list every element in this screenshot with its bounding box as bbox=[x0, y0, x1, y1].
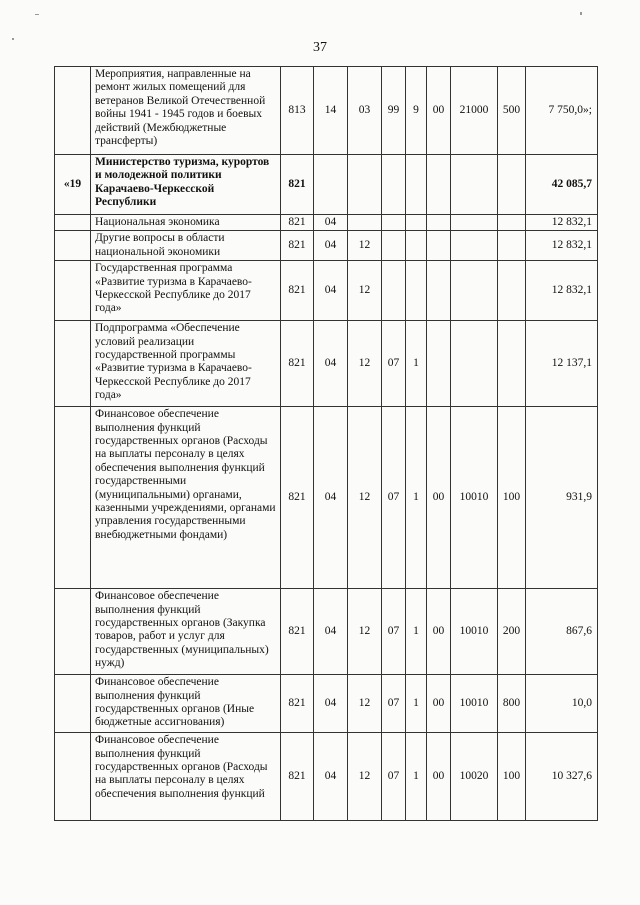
subprogram-code-cell bbox=[406, 261, 427, 321]
section-code-cell bbox=[314, 155, 348, 215]
program-code-cell: 07 bbox=[382, 675, 406, 733]
direction-code-cell bbox=[451, 215, 498, 231]
row-number-cell bbox=[55, 675, 91, 733]
section-code-cell: 04 bbox=[314, 215, 348, 231]
subprogram-code-cell: 1 bbox=[406, 589, 427, 675]
row-number-cell: «19 bbox=[55, 155, 91, 215]
expense-type-cell: 500 bbox=[498, 67, 526, 155]
amount-cell: 7 750,0»; bbox=[526, 67, 598, 155]
section-code-cell: 14 bbox=[314, 67, 348, 155]
activity-code-cell bbox=[427, 215, 451, 231]
program-code-cell: 07 bbox=[382, 407, 406, 589]
subprogram-code-cell: 1 bbox=[406, 733, 427, 821]
expense-type-cell: 100 bbox=[498, 407, 526, 589]
expense-type-cell: 100 bbox=[498, 733, 526, 821]
program-code-cell bbox=[382, 261, 406, 321]
grbs-code-cell: 821 bbox=[281, 231, 314, 261]
direction-code-cell bbox=[451, 321, 498, 407]
item-name-cell: Финансовое обеспечение выполнения функций государственных органов (Закупка товаров, работ и услуг для государственных (муниципальных) нужд) bbox=[91, 589, 281, 675]
grbs-code-cell: 821 bbox=[281, 215, 314, 231]
subprogram-code-cell: 1 bbox=[406, 321, 427, 407]
program-code-cell bbox=[382, 231, 406, 261]
section-code-cell: 04 bbox=[314, 321, 348, 407]
amount-cell: 10 327,6 bbox=[526, 733, 598, 821]
direction-code-cell: 21000 bbox=[451, 67, 498, 155]
subsection-code-cell: 12 bbox=[348, 261, 382, 321]
subsection-code-cell: 12 bbox=[348, 589, 382, 675]
direction-code-cell: 10010 bbox=[451, 675, 498, 733]
table-row bbox=[55, 231, 598, 261]
row-number-cell bbox=[55, 231, 91, 261]
subprogram-code-cell bbox=[406, 215, 427, 231]
item-name-cell: Финансовое обеспечение выполнения функций государственных органов (Расходы на выплаты персоналу в целях обеспечения выполнения функций государственными (муниципальными) органами, казенными учреждениями, органами управления государственными внебюджетными фондами) bbox=[91, 407, 281, 589]
section-code-cell: 04 bbox=[314, 407, 348, 589]
amount-cell: 867,6 bbox=[526, 589, 598, 675]
item-name-cell: Национальная экономика bbox=[91, 215, 281, 231]
item-name-cell: Другие вопросы в области национальной экономики bbox=[91, 231, 281, 261]
table-row bbox=[55, 675, 598, 733]
row-number-cell bbox=[55, 407, 91, 589]
amount-cell: 12 832,1 bbox=[526, 231, 598, 261]
expense-type-cell: 200 bbox=[498, 589, 526, 675]
item-name-cell: Финансовое обеспечение выполнения функций государственных органов (Расходы на выплаты персоналу в целях обеспечения выполнения функций bbox=[91, 733, 281, 821]
item-name-cell: Подпрограмма «Обеспечение условий реализации государственной программы «Развитие туризма в Карачаево-Черкесской Республике до 2017 года» bbox=[91, 321, 281, 407]
row-number-cell bbox=[55, 261, 91, 321]
item-name-cell: Финансовое обеспечение выполнения функций государственных органов (Иные бюджетные ассигнования) bbox=[91, 675, 281, 733]
subprogram-code-cell bbox=[406, 231, 427, 261]
amount-cell: 42 085,7 bbox=[526, 155, 598, 215]
subsection-code-cell: 03 bbox=[348, 67, 382, 155]
activity-code-cell: 00 bbox=[427, 733, 451, 821]
table-row bbox=[55, 67, 598, 155]
expense-type-cell bbox=[498, 155, 526, 215]
item-name-cell: Государственная программа «Развитие туризма в Карачаево-Черкесской Республике до 2017 года» bbox=[91, 261, 281, 321]
subsection-code-cell: 12 bbox=[348, 231, 382, 261]
table-row bbox=[55, 733, 598, 821]
table-row bbox=[55, 215, 598, 231]
program-code-cell: 07 bbox=[382, 589, 406, 675]
activity-code-cell: 00 bbox=[427, 675, 451, 733]
program-code-cell: 07 bbox=[382, 321, 406, 407]
activity-code-cell bbox=[427, 321, 451, 407]
expense-type-cell bbox=[498, 321, 526, 407]
subsection-code-cell: 12 bbox=[348, 733, 382, 821]
subprogram-code-cell: 9 bbox=[406, 67, 427, 155]
subsection-code-cell bbox=[348, 155, 382, 215]
grbs-code-cell: 821 bbox=[281, 733, 314, 821]
subprogram-code-cell bbox=[406, 155, 427, 215]
direction-code-cell: 10020 bbox=[451, 733, 498, 821]
row-number-cell bbox=[55, 215, 91, 231]
scan-speck bbox=[12, 38, 14, 40]
table-row bbox=[55, 407, 598, 589]
expense-type-cell bbox=[498, 231, 526, 261]
program-code-cell: 07 bbox=[382, 733, 406, 821]
program-code-cell bbox=[382, 215, 406, 231]
grbs-code-cell: 821 bbox=[281, 407, 314, 589]
activity-code-cell bbox=[427, 231, 451, 261]
row-number-cell bbox=[55, 67, 91, 155]
scan-speck bbox=[580, 12, 582, 15]
amount-cell: 10,0 bbox=[526, 675, 598, 733]
scan-speck bbox=[35, 14, 39, 15]
direction-code-cell: 10010 bbox=[451, 407, 498, 589]
direction-code-cell bbox=[451, 231, 498, 261]
page-number: 37 bbox=[313, 40, 327, 55]
direction-code-cell bbox=[451, 155, 498, 215]
subsection-code-cell: 12 bbox=[348, 321, 382, 407]
section-code-cell: 04 bbox=[314, 231, 348, 261]
subsection-code-cell: 12 bbox=[348, 675, 382, 733]
amount-cell: 12 137,1 bbox=[526, 321, 598, 407]
section-code-cell: 04 bbox=[314, 733, 348, 821]
direction-code-cell bbox=[451, 261, 498, 321]
grbs-code-cell: 821 bbox=[281, 675, 314, 733]
row-number-cell bbox=[55, 321, 91, 407]
row-number-cell bbox=[55, 589, 91, 675]
subprogram-code-cell: 1 bbox=[406, 675, 427, 733]
activity-code-cell: 00 bbox=[427, 589, 451, 675]
expense-type-cell bbox=[498, 261, 526, 321]
table-row bbox=[55, 155, 598, 215]
amount-cell: 12 832,1 bbox=[526, 215, 598, 231]
section-code-cell: 04 bbox=[314, 589, 348, 675]
expense-type-cell bbox=[498, 215, 526, 231]
program-code-cell bbox=[382, 155, 406, 215]
subsection-code-cell bbox=[348, 215, 382, 231]
section-code-cell: 04 bbox=[314, 675, 348, 733]
subsection-code-cell: 12 bbox=[348, 407, 382, 589]
expense-type-cell: 800 bbox=[498, 675, 526, 733]
activity-code-cell: 00 bbox=[427, 407, 451, 589]
budget-table bbox=[54, 66, 598, 821]
item-name-cell: Мероприятия, направленные на ремонт жилых помещений для ветеранов Великой Отечественной войны 1941 - 1945 годов и боевых действий (Межбюджетные трансферты) bbox=[91, 67, 281, 155]
activity-code-cell: 00 bbox=[427, 67, 451, 155]
grbs-code-cell: 821 bbox=[281, 589, 314, 675]
table-row bbox=[55, 261, 598, 321]
grbs-code-cell: 821 bbox=[281, 155, 314, 215]
amount-cell: 931,9 bbox=[526, 407, 598, 589]
grbs-code-cell: 813 bbox=[281, 67, 314, 155]
item-name-cell: Министерство туризма, курортов и молодежной политики Карачаево-Черкесской Республики bbox=[91, 155, 281, 215]
table-row bbox=[55, 321, 598, 407]
row-number-cell bbox=[55, 733, 91, 821]
section-code-cell: 04 bbox=[314, 261, 348, 321]
activity-code-cell bbox=[427, 261, 451, 321]
activity-code-cell bbox=[427, 155, 451, 215]
table-row bbox=[55, 589, 598, 675]
grbs-code-cell: 821 bbox=[281, 321, 314, 407]
subprogram-code-cell: 1 bbox=[406, 407, 427, 589]
grbs-code-cell: 821 bbox=[281, 261, 314, 321]
amount-cell: 12 832,1 bbox=[526, 261, 598, 321]
direction-code-cell: 10010 bbox=[451, 589, 498, 675]
program-code-cell: 99 bbox=[382, 67, 406, 155]
